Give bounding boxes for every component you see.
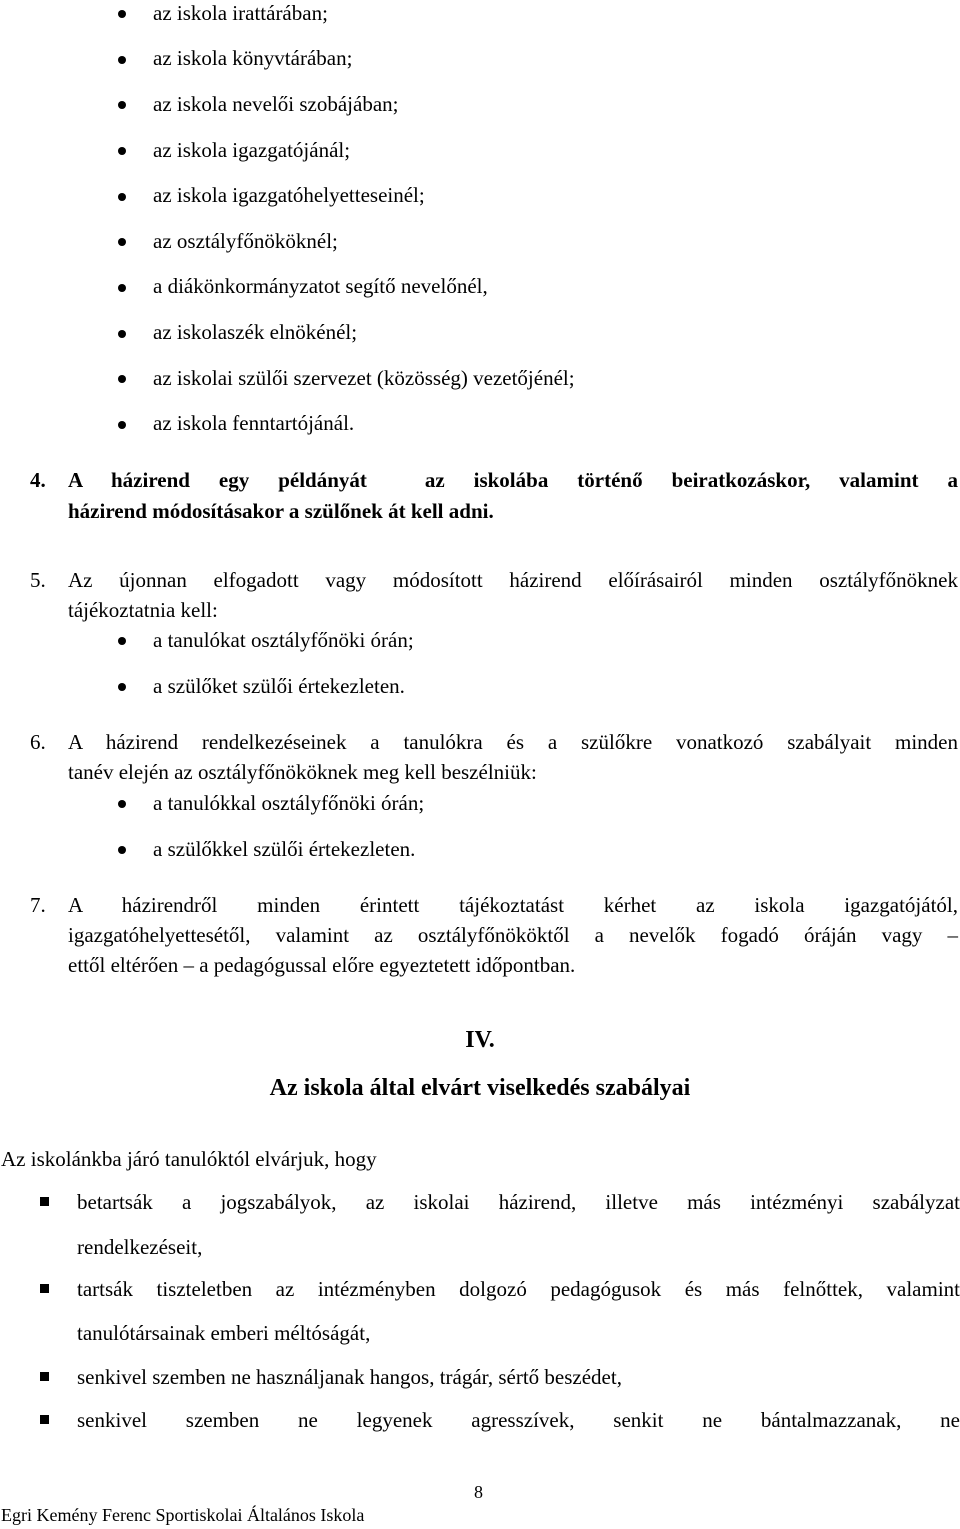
list-item: az iskola irattárában;	[153, 1, 328, 25]
bullet-icon	[118, 330, 126, 338]
rule-line: tanulótársainak emberi méltóságát,	[77, 1321, 371, 1345]
item-text-line: igazgatóhelyettesétől, valamint az osztályfőnököktől a nevelők fogadó óráján vagy –	[68, 923, 958, 947]
bullet-icon	[118, 421, 126, 429]
list-item: a diákönkormányzatot segítő nevelőnél,	[153, 274, 488, 298]
intro-text: Az iskolánkba járó tanulóktól elvárjuk, hogy	[1, 1147, 377, 1171]
bullet-icon	[118, 193, 126, 201]
item-text-line: A házirendről minden érintett tájékoztatást kérhet az iskola igazgatójától,	[68, 893, 958, 917]
list-item: a tanulókat osztályfőnöki órán;	[153, 628, 414, 652]
rule-line: senkivel szemben ne használjanak hangos, trágár, sértő beszédet,	[77, 1365, 622, 1389]
rule-line: tartsák tiszteletben az intézményben dolgozó pedagógusok és más felnőttek, valamint	[77, 1277, 960, 1301]
item-text-line: házirend módosításakor a szülőnek át kell adni.	[68, 499, 494, 523]
list-item: az iskola igazgatóhelyetteseinél;	[153, 183, 425, 207]
bullet-icon	[118, 683, 126, 691]
list-item: az iskolaszék elnökénél;	[153, 320, 358, 344]
item-text-line: tájékoztatnia kell:	[68, 598, 218, 622]
list-item: az iskola igazgatójánál;	[153, 138, 351, 162]
page-number: 8	[474, 1482, 483, 1502]
square-bullet-icon	[40, 1372, 49, 1381]
bullet-icon	[118, 637, 126, 645]
square-bullet-icon	[40, 1415, 49, 1424]
list-item: a tanulókkal osztályfőnöki órán;	[153, 791, 425, 815]
item-text-line: tanév elején az osztályfőnököknek meg kell beszélniük:	[68, 760, 537, 784]
section-number: IV.	[465, 1027, 495, 1053]
item-text-line: ettől eltérően – a pedagógussal előre egyeztetett időpontban.	[68, 953, 576, 977]
item-number: 7.	[30, 893, 46, 917]
bullet-icon	[118, 284, 126, 292]
bullet-icon	[118, 56, 126, 64]
bullet-icon	[118, 10, 126, 18]
list-item: a szülőkkel szülői értekezleten.	[153, 837, 416, 861]
list-item: az iskolai szülői szervezet (közösség) vezetőjénél;	[153, 366, 575, 390]
item-number: 5.	[30, 568, 46, 592]
item-text-line: A házirend egy példányát az iskolába történő beiratkozáskor, valamint a	[68, 468, 958, 492]
footer-school-name: Egri Kemény Ferenc Sportiskolai Általános Iskola	[1, 1505, 365, 1525]
list-item: a szülőket szülői értekezleten.	[153, 674, 405, 698]
item-number: 4.	[30, 468, 46, 492]
item-text-line: Az újonnan elfogadott vagy módosított házirend előírásairól minden osztályfőnöknek	[68, 568, 958, 592]
list-item: az iskola fenntartójánál.	[153, 411, 355, 435]
bullet-icon	[118, 800, 126, 808]
square-bullet-icon	[40, 1284, 49, 1293]
item-number: 6.	[30, 730, 46, 754]
bullet-icon	[118, 375, 126, 383]
section-title: Az iskola által elvárt viselkedés szabályai	[269, 1075, 691, 1101]
rule-line: rendelkezéseit,	[77, 1235, 203, 1259]
list-item: az iskola könyvtárában;	[153, 46, 353, 70]
bullet-icon	[118, 846, 126, 854]
square-bullet-icon	[40, 1197, 49, 1206]
bullet-icon	[118, 101, 126, 109]
list-item: az osztályfőnököknél;	[153, 229, 338, 253]
bullet-icon	[118, 238, 126, 246]
item-text-line: A házirend rendelkezéseinek a tanulókra és a szülőkre vonatkozó szabályait minden	[68, 730, 958, 754]
rule-line: betartsák a jogszabályok, az iskolai házirend, illetve más intézményi szabályzat	[77, 1190, 960, 1214]
bullet-icon	[118, 147, 126, 155]
rule-line: senkivel szemben ne legyenek agresszívek, senkit ne bántalmazzanak, ne	[77, 1408, 960, 1432]
list-item: az iskola nevelői szobájában;	[153, 92, 399, 116]
